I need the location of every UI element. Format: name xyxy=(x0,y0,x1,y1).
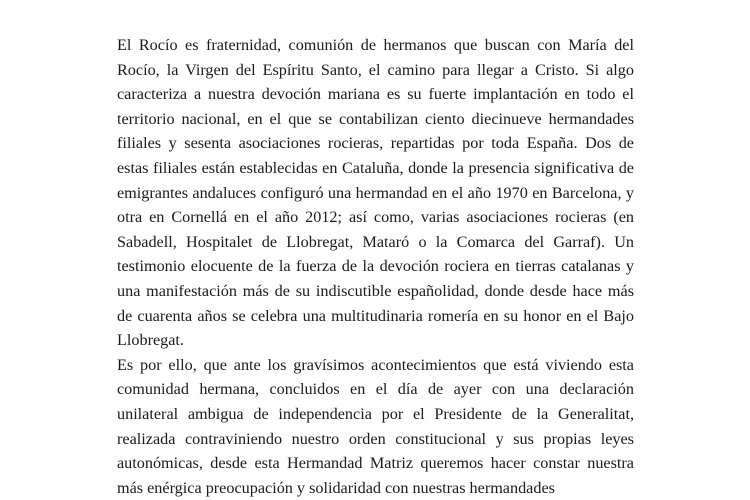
paragraph-rocio-fraternity: El Rocío es fraternidad, comunión de hermanos que buscan con María del Rocío, la Virgen del Espíritu Santo, el camino para llegar a Cristo. Si algo caracteriza a nuestra devoción mariana es su fuerte implantación en todo el territorio nacional, en el que se contabilizan ciento diecinueve hermandades filiales y sesenta asociaciones rocieras, repartidas por toda España. Dos de estas filiales están establecidas en Cataluña, donde la presencia significativa de emigrantes andaluces configuró una hermandad en el año 1970 en Barcelona, y otra en Cornellá en el año 2012; así como, varias asociaciones rocieras (en Sabadell, Hospitalet de Llobregat, Mataró o la Comarca del Garraf). Un testimonio elocuente de la fuerza de la devoción rociera en tierras catalanas y una manifestación más de su indiscutible españolidad, donde desde hace más de cuarenta años se celebra una multitudinaria romería en su honor en el Bajo Llobregat. xyxy=(117,36,634,350)
paragraph-independence-statement: Es por ello, que ante los gravísimos acontecimientos que está viviendo esta comunidad hermana, concluidos en el día de ayer con una declaración unilateral ambigua de independencia por el Presidente de la Generalitat, realizada contraviniendo nuestro orden constitucional y sus propias leyes autonómicas, desde esta Hermandad Matriz queremos hacer constar nuestra más enérgica preocupación y solidaridad con nuestras hermandades xyxy=(117,355,634,497)
